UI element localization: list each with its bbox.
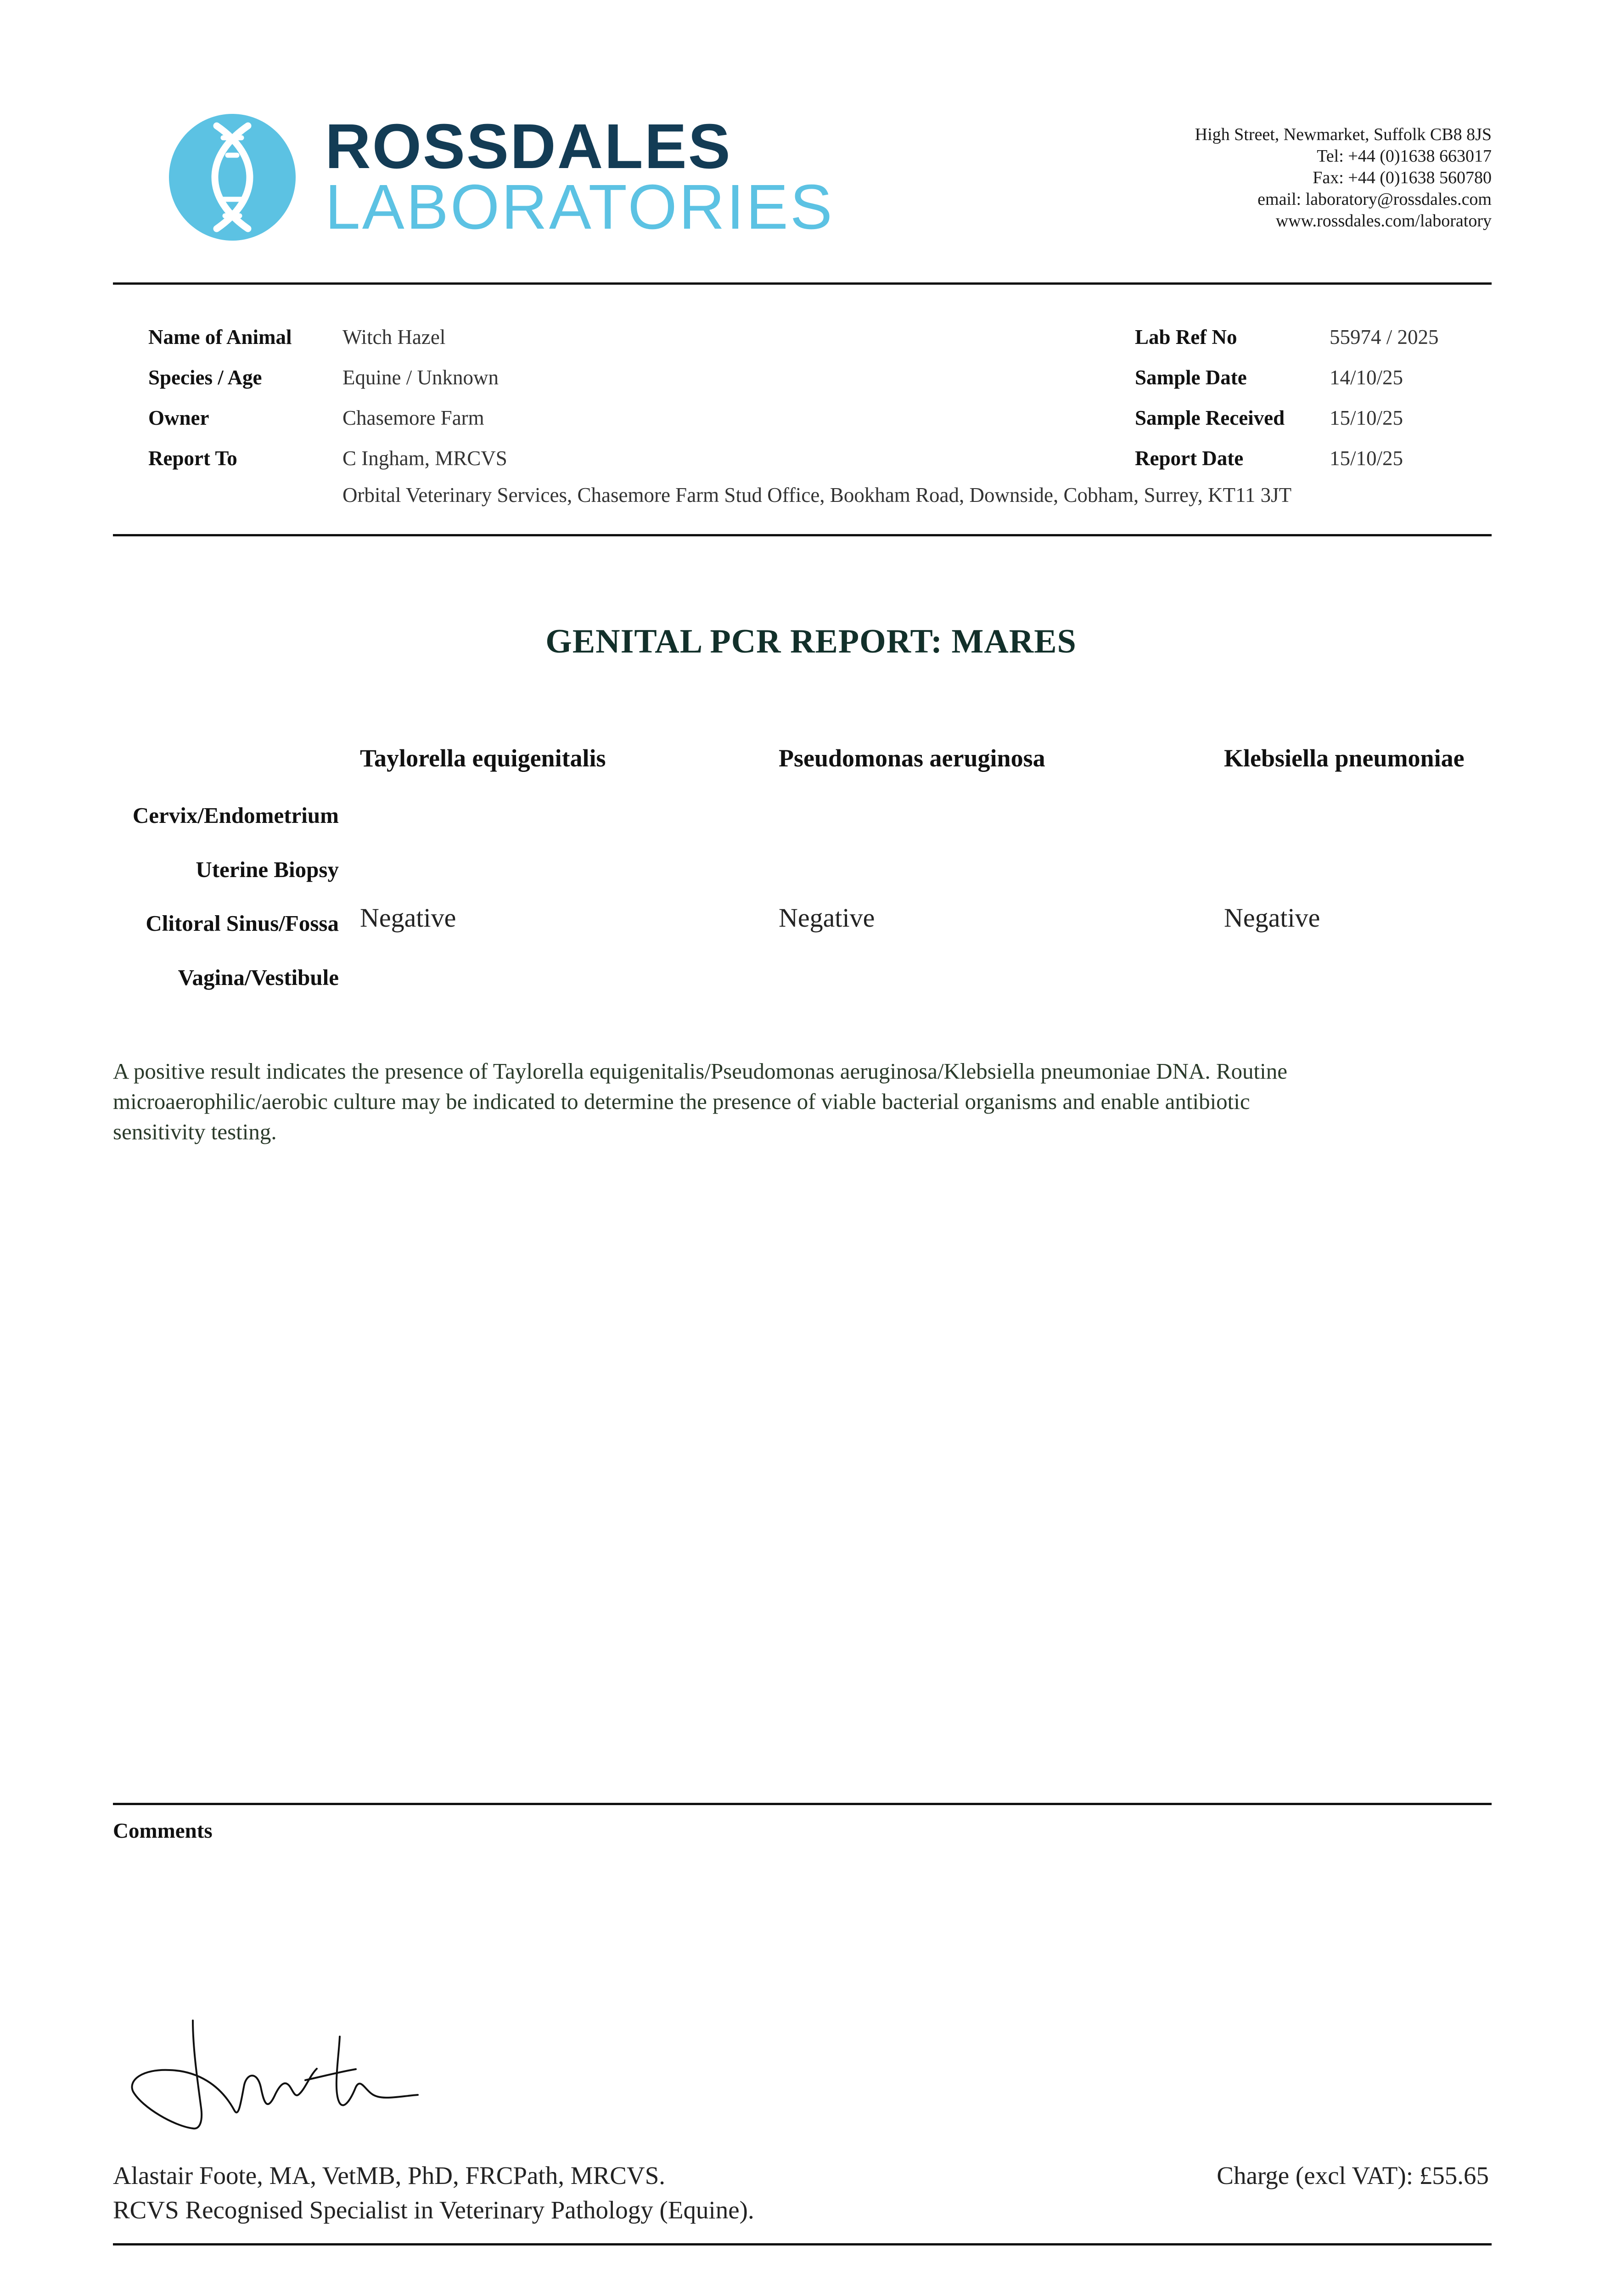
signatory-block [113, 2158, 754, 2227]
lab-ref-label: Lab Ref No [1135, 326, 1237, 349]
sample-date-label: Sample Date [1135, 366, 1247, 389]
column-header-klebsiella: Klebsiella pneumoniae [1224, 744, 1465, 772]
contact-fax: Fax: +44 (0)1638 560780 [1313, 168, 1492, 187]
result-clitoral-taylorella: Negative [360, 903, 456, 933]
name-of-animal-label: Name of Animal [148, 326, 292, 349]
sample-received-value: 15/10/25 [1330, 406, 1403, 429]
brand-name-line1: ROSSDALES [325, 111, 732, 182]
column-header-pseudomonas: Pseudomonas aeruginosa [779, 744, 1045, 772]
report-title: GENITAL PCR REPORT: MARES [545, 623, 1077, 660]
report-to-address: Orbital Veterinary Services, Chasemore Farm Stud Office, Bookham Road, Downside, Cobham, Surrey, KT11 3JT [342, 484, 1292, 506]
row-label-clitoral-sinus: Clitoral Sinus/Fossa [146, 911, 339, 936]
report-to-value: C Ingham, MRCVS [342, 447, 507, 470]
name-of-animal-value: Witch Hazel [342, 326, 446, 349]
report-date-value: 15/10/25 [1330, 447, 1403, 470]
footer-divider [113, 2243, 1492, 2245]
details-divider [113, 534, 1492, 536]
lab-ref-value: 55974 / 2025 [1330, 326, 1439, 349]
charge-amount: Charge (excl VAT): £55.65 [1217, 2161, 1489, 2189]
contact-email: email: laboratory@rossdales.com [1257, 190, 1492, 209]
report-date-label: Report Date [1135, 447, 1244, 470]
row-label-uterine-biopsy: Uterine Biopsy [196, 857, 339, 882]
owner-label: Owner [148, 406, 209, 429]
dna-helix-icon [169, 114, 296, 241]
owner-value: Chasemore Farm [342, 406, 484, 429]
sample-date-value: 14/10/25 [1330, 366, 1403, 389]
brand-name-line2: LABORATORIES [325, 172, 834, 242]
result-clitoral-pseudomonas: Negative [779, 903, 875, 933]
contact-address: High Street, Newmarket, Suffolk CB8 8JS [1195, 125, 1492, 144]
comments-label: Comments [113, 1819, 213, 1843]
signatory-name: Alastair Foote, MA, VetMB, PhD, FRCPath, MRCVS. [113, 2161, 666, 2189]
signature-image [124, 2011, 473, 2140]
interpretation-note [113, 1056, 1495, 1147]
sample-received-label: Sample Received [1135, 406, 1285, 429]
row-label-cervix: Cervix/Endometrium [132, 803, 339, 828]
contact-block [1195, 124, 1492, 232]
note-line: A positive result indicates the presence of Taylorella equigenitalis/Pseudomonas aeruginosa/Klebsiella pneumoniae DNA. Routine [113, 1058, 1288, 1084]
note-line: microaerophilic/aerobic culture may be indicated to determine the presence of viable bacterial organisms and enable antibiotic [113, 1089, 1250, 1114]
contact-website: www.rossdales.com/laboratory [1275, 211, 1492, 231]
note-line: sensitivity testing. [113, 1119, 277, 1144]
species-age-value: Equine / Unknown [342, 366, 499, 389]
column-header-taylorella: Taylorella equigenitalis [360, 744, 606, 772]
row-label-vagina: Vagina/Vestibule [178, 965, 339, 990]
result-clitoral-klebsiella: Negative [1224, 903, 1320, 933]
species-age-label: Species / Age [148, 366, 262, 389]
report-to-label: Report To [148, 447, 237, 470]
header-divider [113, 282, 1492, 285]
comments-divider [113, 1803, 1492, 1805]
signatory-title: RCVS Recognised Specialist in Veterinary Pathology (Equine). [113, 2196, 754, 2224]
contact-tel: Tel: +44 (0)1638 663017 [1317, 146, 1492, 166]
